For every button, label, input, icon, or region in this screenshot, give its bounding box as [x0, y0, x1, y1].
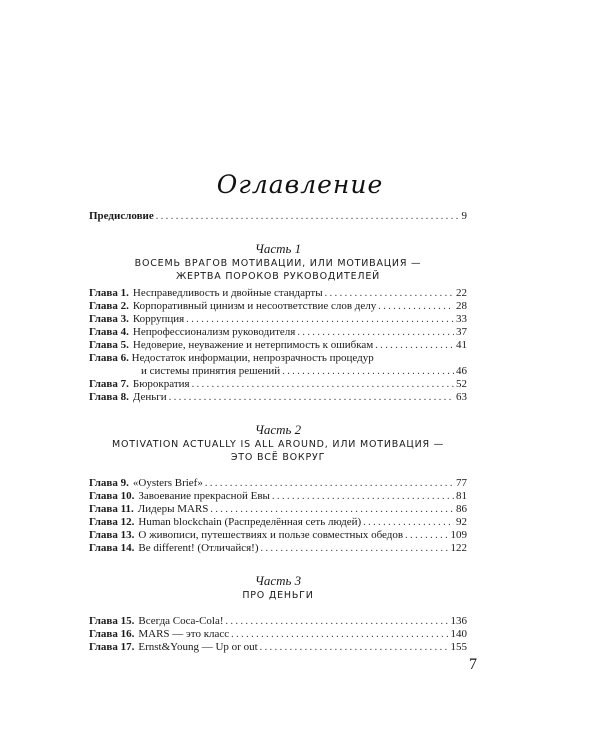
entry-label: Глава 5.	[89, 339, 129, 351]
entry-page: 52	[456, 378, 467, 390]
entry-title: Корпоративный цинизм и несоответствие слов делу	[132, 300, 377, 312]
entry-page: 46	[456, 365, 467, 377]
entry-title: О живописи, путешествиях и пользе совместных обедов	[138, 529, 404, 541]
toc-entry[interactable]	[89, 477, 467, 490]
entry-page: 28	[456, 300, 467, 312]
toc-entry[interactable]	[89, 300, 467, 313]
part-title-line: ЖЕРТВА ПОРОКОВ РУКОВОДИТЕЛЕЙ	[175, 271, 381, 282]
entry-page: 41	[456, 339, 467, 351]
toc-entry[interactable]	[89, 615, 467, 628]
toc-entry[interactable]	[89, 378, 467, 391]
entry-title: Human blockchain (Распределённая сеть людей)	[138, 516, 362, 528]
toc-entry[interactable]	[89, 339, 467, 352]
entry-label: Глава 10.	[89, 490, 135, 502]
entry-label: Глава 2.	[89, 300, 129, 312]
entry-title: Be different! (Отличайся!)	[138, 542, 259, 554]
entry-title: Коррупция	[132, 313, 185, 325]
entry-label: Глава 11.	[89, 503, 134, 515]
entry-label: Глава 15.	[89, 615, 135, 627]
part-title-line: ЭТО ВСЁ ВОКРУГ	[230, 452, 326, 463]
entry-page: 22	[456, 287, 467, 299]
table-of-contents	[89, 210, 467, 654]
part-title-line: ВОСЕМЬ ВРАГОВ МОТИВАЦИИ, ИЛИ МОТИВАЦИЯ —	[134, 258, 422, 269]
toc-entry[interactable]	[89, 628, 467, 641]
part-heading: Часть 3	[254, 573, 302, 588]
entry-page: 122	[450, 542, 467, 554]
entry-page: 86	[456, 503, 467, 515]
entry-title: Деньги	[132, 391, 167, 403]
toc-entry[interactable]	[89, 503, 467, 516]
entry-page: 37	[456, 326, 467, 338]
part-title-line: MOTIVATION ACTUALLY IS ALL AROUND, ИЛИ МОТИВАЦИЯ —	[111, 439, 445, 450]
entry-page: 92	[456, 516, 467, 528]
entry-page: 63	[456, 391, 467, 403]
entry-label: Глава 12.	[89, 516, 135, 528]
entry-title: «Oysters Brief»	[132, 477, 203, 489]
entry-title-continued: и системы принятия решений	[141, 365, 281, 377]
toc-entry[interactable]	[89, 287, 467, 300]
entry-title: Недостаток информации, непрозрачность процедур	[131, 352, 374, 364]
toc-entry[interactable]	[89, 490, 467, 503]
entry-label: Глава 4.	[89, 326, 129, 338]
entry-title: Завоевание прекрасной Евы	[138, 490, 270, 502]
entry-page: 109	[450, 529, 467, 541]
toc-entry-preface[interactable]	[89, 210, 467, 223]
entry-title: Бюрократия	[132, 378, 190, 390]
entry-label: Глава 1.	[89, 287, 129, 299]
toc-entry[interactable]	[89, 326, 467, 339]
toc-entry[interactable]	[89, 516, 467, 529]
toc-entry[interactable]	[89, 313, 467, 326]
part-heading: Часть 2	[254, 422, 302, 437]
entry-title: Недоверие, неуважение и нетерпимость к ошибкам	[132, 339, 374, 351]
entry-title: Непрофессионализм руководителя	[132, 326, 296, 338]
entry-label: Глава 14.	[89, 542, 135, 554]
entry-label: Глава 6.	[89, 352, 129, 364]
entry-label: Глава 13.	[89, 529, 135, 541]
part-title-line: ПРО ДЕНЬГИ	[242, 590, 314, 601]
entry-page: 136	[450, 615, 467, 627]
entry-label: Глава 8.	[89, 391, 129, 403]
page-title: Оглавление	[216, 170, 384, 199]
entry-label: Глава 7.	[89, 378, 129, 390]
entry-page: 155	[450, 641, 467, 653]
entry-page: 77	[456, 477, 467, 489]
entry-page: 140	[450, 628, 467, 640]
toc-entry[interactable]	[89, 529, 467, 542]
toc-entry[interactable]	[89, 641, 467, 654]
entry-label: Предисловие	[89, 210, 154, 222]
entry-page: 33	[456, 313, 467, 325]
entry-title: MARS — это класс	[138, 628, 230, 640]
part-heading: Часть 1	[254, 241, 302, 256]
entry-page: 9	[461, 210, 467, 222]
toc-entry[interactable]	[89, 391, 467, 404]
entry-title: Несправедливость и двойные стандарты	[132, 287, 323, 299]
entry-page: 81	[456, 490, 467, 502]
entry-title: Ernst&Young — Up or out	[138, 641, 258, 653]
entry-label: Глава 9.	[89, 477, 129, 489]
entry-label: Глава 3.	[89, 313, 129, 325]
toc-entry[interactable]	[89, 542, 467, 555]
toc-entry[interactable]	[89, 352, 467, 378]
entry-label: Глава 16.	[89, 628, 135, 640]
entry-label: Глава 17.	[89, 641, 135, 653]
entry-title: Всегда Coca-Cola!	[138, 615, 224, 627]
page-number: 7	[469, 656, 477, 673]
entry-title: Лидеры MARS	[137, 503, 209, 515]
